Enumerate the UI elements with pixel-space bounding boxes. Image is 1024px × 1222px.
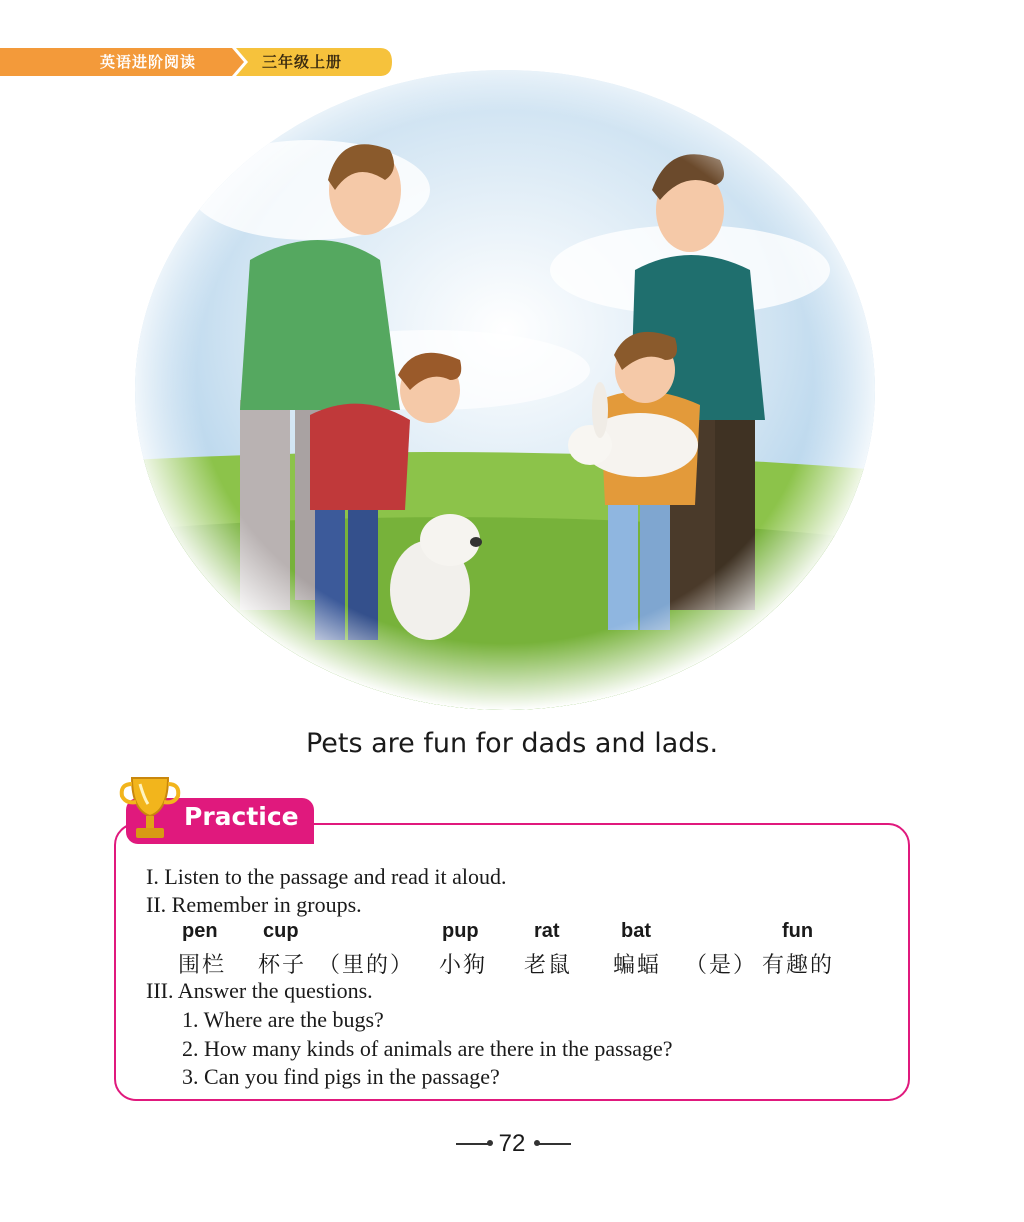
vocab-meaning: （里的） bbox=[318, 953, 415, 978]
vocab-meaning: 老鼠 bbox=[524, 953, 573, 978]
series-title: 英语进阶阅读 bbox=[100, 53, 197, 71]
instruction-1: I. Listen to the passage and read it aloud. bbox=[146, 864, 507, 889]
grade-label: 三年级上册 bbox=[262, 53, 343, 71]
vocab-word: rat bbox=[534, 920, 560, 942]
vocab-meaning: 有趣的 bbox=[762, 953, 835, 978]
family-with-pets-illustration bbox=[130, 70, 880, 720]
vocab-meaning: 围栏 bbox=[178, 953, 227, 978]
vocab-word: pup bbox=[442, 920, 479, 942]
vocab-word: pen bbox=[182, 920, 218, 942]
question-2: 2. How many kinds of animals are there in the passage? bbox=[182, 1036, 673, 1061]
illustration-caption: Pets are fun for dads and lads. bbox=[305, 728, 719, 759]
practice-title: Practice bbox=[184, 802, 299, 831]
vocab-word: fun bbox=[782, 920, 814, 942]
question-3: 3. Can you find pigs in the passage? bbox=[182, 1064, 500, 1089]
vocab-word: cup bbox=[263, 920, 299, 942]
question-1: 1. Where are the bugs? bbox=[182, 1007, 384, 1032]
vocab-meaning: 小狗 bbox=[439, 953, 488, 978]
page-number-rule-right bbox=[537, 1143, 571, 1145]
vocab-word: bat bbox=[621, 920, 651, 942]
vocab-meaning: （是） bbox=[685, 953, 758, 978]
vocab-meaning: 杯子 bbox=[258, 953, 307, 978]
vocab-meaning: 蝙蝠 bbox=[613, 953, 662, 978]
instruction-3: III. Answer the questions. bbox=[146, 978, 373, 1003]
page-number: 72 bbox=[498, 1130, 526, 1157]
trophy-icon bbox=[118, 772, 182, 844]
instruction-2: II. Remember in groups. bbox=[146, 892, 362, 917]
